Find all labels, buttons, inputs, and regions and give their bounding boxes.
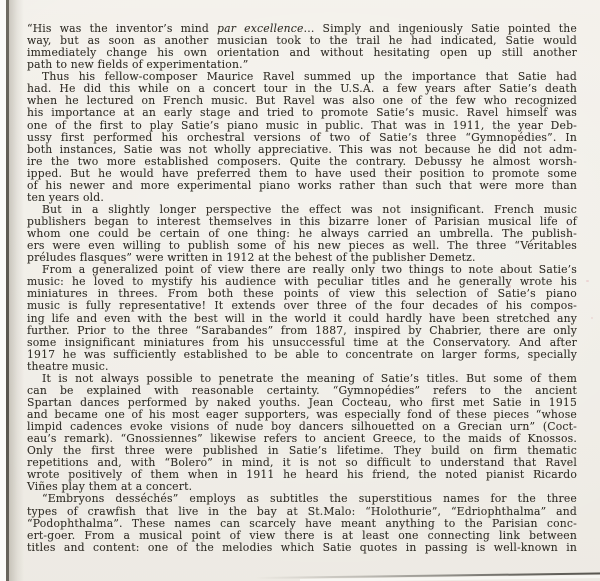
text-line: Spartan dances performed by naked youths. Jean Cocteau, who first met Satie in 1915 (27, 395, 577, 409)
text-line: of his newer and more experimental piano works rather than such that were more than (27, 178, 577, 192)
text-line: had. He did this while on a concert tour in the U.S.A. a few years after Satie’s death (27, 82, 577, 96)
text-line: further. Prior to the three “Sarabandes” from 1887, inspired by Chabrier, there are only (27, 323, 577, 337)
text-line: types of crawfish that live in the bay at St.Malo: “Holothurie”, “Edriophthalma” and (27, 504, 577, 518)
paragraph (27, 204, 577, 264)
paragraph (27, 71, 577, 204)
text-line: whom one could be certain of one thing: he always carried an umbrella. The publish- (27, 227, 577, 241)
paragraph (27, 264, 577, 373)
text-line: when he lectured on French music. But Ravel was also one of the few who recognized (27, 94, 577, 108)
text-line: his importance at an early stage and tried to promote Satie’s music. Ravel himself was (27, 106, 577, 120)
text-line: From a generalized point of view there are really only two things to note about Satie’s (42, 263, 577, 277)
text-line: music is fully representative! It extends over three of the four decades of his compos- (27, 299, 577, 313)
page-left-edge-shadow (9, 0, 24, 581)
text-line: ers were even willing to publish some of his new pieces as well. The three “Véritables (27, 239, 577, 253)
text-line: some insignificant miniatures from his unsuccessful time at the Conservatory. And after (27, 335, 577, 349)
text-line: Thus his fellow-composer Maurice Ravel summed up the importance that Satie had (42, 70, 577, 84)
text-line: préludes flasques” were written in 1912 at the behest of the publisher Demetz. (27, 251, 476, 265)
text-line: and became one of his most eager supporters, was especially fond of these pieces “whose (27, 408, 577, 421)
scan-speck (508, 285, 511, 288)
paragraph (27, 493, 577, 553)
text-line: repetitions and, with “Bolero” in mind, it is not so difficult to understand that Ravel (27, 456, 577, 470)
page-text (27, 23, 577, 554)
text-line: ten years old. (27, 190, 104, 204)
text-line: But in a slightly longer perspective the effect was not insignificant. French music (42, 202, 577, 216)
scan-speck (591, 317, 593, 319)
text-line: 1917 he was sufficiently established to be able to concentrate on larger forms, specially (27, 347, 577, 361)
text-line: “His was the inventor’s mind par excellence... Simply and ingeniously Satie pointed the (27, 22, 577, 35)
text-line: It is not always possible to penetrate the meaning of Satie’s titles. But some of them (42, 371, 577, 385)
text-line: way, but as soon as another musician took to the trail he had indicated, Satie would (27, 34, 577, 48)
text-line: publishers began to interest themselves in this bizarre loner of Parisian musical life of (27, 215, 577, 228)
text-line: ert-goer. From a musical point of view there is at least one connecting link between (27, 528, 577, 542)
text-line: wrote positively of them when in 1911 he heard his friend, the noted pianist Ricardo (27, 468, 577, 482)
text-line: one of the first to play Satie’s piano music in public. That was in 1911, the year Deb- (27, 118, 577, 132)
text-line: ipped. But he would have preferred them to have used their position to promote some (27, 166, 577, 180)
text-line: Viñes play them at a concert. (27, 480, 193, 494)
text-line: Only the first three were published in Satie’s lifetime. They build on firm thematic (27, 444, 577, 458)
text-line: “Podophthalma”. These names can scarcely have meant anything to the Parisian conc- (27, 516, 577, 530)
text-line: ing life and even with the best will in the world it could hardly have been stretched any (27, 311, 577, 325)
text-line: ire the two more established composers. Quite the contrary. Debussy he almost worsh- (27, 154, 577, 168)
text-line: limpid cadences evoke visions of nude boy dancers silhouetted on a Grecian urn” (Coct- (27, 420, 577, 434)
text-line: music: he loved to mystify his audience with peculiar titles and he generally wrote his (27, 275, 577, 289)
text-line: both instances, Satie was not wholly appreciative. This was not because he did not adm- (27, 142, 577, 156)
text-line: “Embryons desséchés” employs as subtitles the superstitious names for the three (42, 492, 577, 506)
paragraph (27, 23, 577, 71)
text-line: miniatures in threes. From both these points of view this selection of Satie’s piano (27, 287, 577, 301)
paragraph (27, 373, 577, 494)
text-line: eau’s remark). “Gnossiennes” likewise refers to ancient Greece, to the maids of Knossos. (27, 432, 577, 446)
text-line: immediately change his own orientation and without hesitating open up still another (27, 46, 577, 60)
scan-speck (586, 280, 589, 282)
text-line: theatre music. (27, 359, 109, 373)
text-line: ussy first performed his orchestral versions of two of Satie’s three “Gymnopédies”. In (27, 130, 577, 144)
text-line: titles and content: one of the melodies which Satie quotes in passing is well-known in (27, 540, 577, 554)
text-line: path to new fields of experimentation.” (27, 58, 249, 72)
text-line: can be explained with reasonable certainty. “Gymnopédies” refers to the ancient (27, 383, 577, 397)
